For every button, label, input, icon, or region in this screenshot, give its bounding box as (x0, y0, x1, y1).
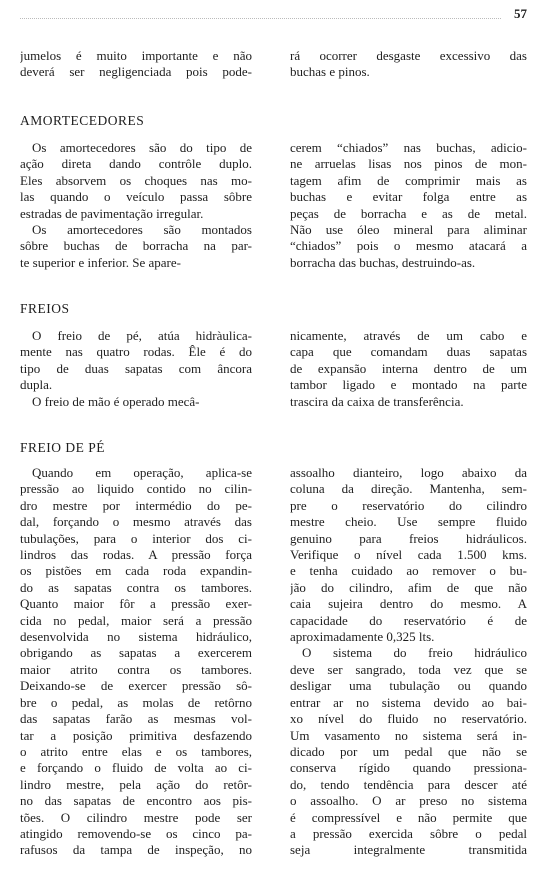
header-rule (20, 18, 501, 19)
text-line: atingido removendo-se os cinco pa- (20, 825, 252, 841)
text-line: mestre cheio. Use sempre fluido (290, 514, 527, 530)
freios-right-column (290, 328, 527, 410)
text-line: jumelos é muito importante e não (20, 48, 252, 63)
text-line: nicamente, através de um cabo e (290, 328, 527, 343)
text-line: O freio de pé, atúa hidràulica- (32, 328, 252, 343)
text-line: e forçando o fluido de volta ao ci- (20, 760, 252, 776)
text-line: os pistões em cada roda expandin- (20, 563, 252, 579)
text-line: jão do cilindro, afim de que não (290, 579, 527, 595)
text-line: é compressível e não permite que (290, 809, 527, 825)
text-line: desenvolvida no sistema hidráulico, (20, 629, 252, 645)
text-line: ne arruelas lisas nos pinos de mon- (290, 156, 527, 172)
text-line: e tenha cuidado ao remover o bu- (290, 563, 527, 579)
text-line: Não use óleo mineral para aliminar (290, 222, 527, 238)
freio-de-pe-left-column (20, 465, 252, 859)
text-line: coluna da direção. Mantenha, sem- (290, 481, 527, 497)
freios-heading: FREIOS (20, 301, 70, 316)
text-line: seja integralmente transmitida (290, 842, 527, 858)
text-line: dro mestre por intermédio do pe- (20, 497, 252, 513)
text-line: peças de borracha e as de metal. (290, 205, 527, 221)
text-line: desligar uma tubulação ou quando (290, 678, 527, 694)
freios-left-column (20, 328, 252, 410)
amortecedores-heading: AMORTECEDORES (20, 113, 145, 128)
text-line: obrigando as sapatas a exercerem (20, 645, 252, 661)
text-line: pressão ao liquido contido no cilin- (20, 481, 252, 497)
text-line: entrar ar no sistema devido ao bai- (290, 694, 527, 710)
text-line: Deixando-se de exercer pressão sô- (20, 678, 252, 694)
text-line: genuino para freios hidráulicos. (290, 530, 527, 546)
text-line: rafusos da tampa de inspeção, no (20, 842, 252, 858)
text-line: dupla. (20, 377, 53, 393)
text-line: mente nas quatro rodas. Êle é do (20, 344, 252, 360)
text-line: cida no pedal, maior será a pressão (20, 612, 252, 628)
text-line: Os amortecedores são montados (32, 222, 252, 238)
text-line: Verifique o nível cada 1.500 kms. (290, 547, 527, 563)
text-line: Quando em operação, aplica-se (32, 465, 252, 480)
text-line: pre o reservatório do cilindro (290, 497, 527, 513)
text-line: tipo de duas sapatas com âncora (20, 360, 252, 376)
text-line: buchas e evitar folga entre as (290, 189, 527, 205)
text-line: O sistema do freio hidráulico (302, 645, 527, 661)
text-line: “chiados” pois o mesmo atacará a (290, 238, 527, 254)
text-line: maior atrito contra os tambores. (20, 661, 252, 677)
text-line: estradas de pavimentação irregular. (20, 205, 204, 221)
text-line: te superior e inferior. Se apare- (20, 254, 181, 270)
text-line: deverá ser negligenciada pois pode- (20, 64, 252, 80)
text-line: lindros das rodas. A pressão força (20, 547, 252, 563)
text-line: no das sapatas de encontro aos pis- (20, 793, 252, 809)
text-line: lindro mestre, pela ação do retôr- (20, 776, 252, 792)
text-line: o assoalho. O ar preso no sistema (290, 793, 527, 809)
text-line: Os amortecedores são do tipo de (32, 140, 252, 155)
text-line: Um vasamento no sistema será in- (290, 727, 527, 743)
text-line: tagem afim de comprimir mais as (290, 172, 527, 188)
text-line: trascira da caixa de transferência. (290, 393, 464, 409)
text-line: las quando o veículo passa sôbre (20, 189, 252, 205)
text-line: conserva rígido quando pressiona- (290, 760, 527, 776)
text-line: rá ocorrer desgaste excessivo das (290, 48, 527, 63)
amortecedores-right-column (290, 140, 527, 271)
text-line: xo nível do fluido no reservatório. (290, 711, 527, 727)
text-line: buchas e pinos. (290, 64, 370, 80)
text-line: o atrito entre elas e os tambores, (20, 743, 252, 759)
text-line: capacidade do reservatório é de (290, 612, 527, 628)
text-line: do, tendo tendência para descer até (290, 776, 527, 792)
page-number: 57 (514, 6, 527, 21)
text-line: dicado por um pedal que não se (290, 743, 527, 759)
text-line: O freio de mão é operado mecâ- (32, 393, 200, 409)
text-line: do as sapatas contra os tambores. (20, 579, 252, 595)
text-line: ação direta dando contrôle duplo. (20, 156, 252, 172)
text-line: aproximadamente 0,325 lts. (290, 629, 435, 645)
text-line: Quanto maior fôr a pressão exer- (20, 596, 252, 612)
text-line: Eles absorvem os choques nas mo- (20, 172, 252, 188)
amortecedores-left-column (20, 140, 252, 271)
text-line: bre o pedal, as molas de retôrno (20, 694, 252, 710)
text-line: de expansão interna dentro de um (290, 360, 527, 376)
text-line: tubulações, para o interior dos ci- (20, 530, 252, 546)
text-line: borracha das buchas, destruindo-as. (290, 254, 476, 270)
text-line: tar a posição primitiva desfazendo (20, 727, 252, 743)
freio-de-pe-right-column (290, 465, 527, 859)
text-line: cerem “chiados” nas buchas, adicio- (290, 140, 527, 155)
text-line: assoalho dianteiro, logo abaixo da (290, 465, 527, 480)
text-line: sôbre buchas de borracha na par- (20, 238, 252, 254)
text-line: tões. O cilindro mestre pode ser (20, 809, 252, 825)
text-line: deve ser sangrado, toda vez que se (290, 661, 527, 677)
text-line: capa que comandam duas sapatas (290, 344, 527, 360)
text-line: dal, forçando o mesmo através das (20, 514, 252, 530)
freio-de-pe-heading: FREIO DE PÉ (20, 440, 106, 455)
text-line: tambor ligado e montado na parte (290, 377, 527, 393)
intro-left-column (20, 48, 252, 81)
text-line: a pressão exercida sôbre o pedal (290, 825, 527, 841)
text-line: caia sujeira dentro do mesmo. A (290, 596, 527, 612)
text-line: das sapatas farão as mesmas vol- (20, 711, 252, 727)
intro-right-column (290, 48, 527, 81)
